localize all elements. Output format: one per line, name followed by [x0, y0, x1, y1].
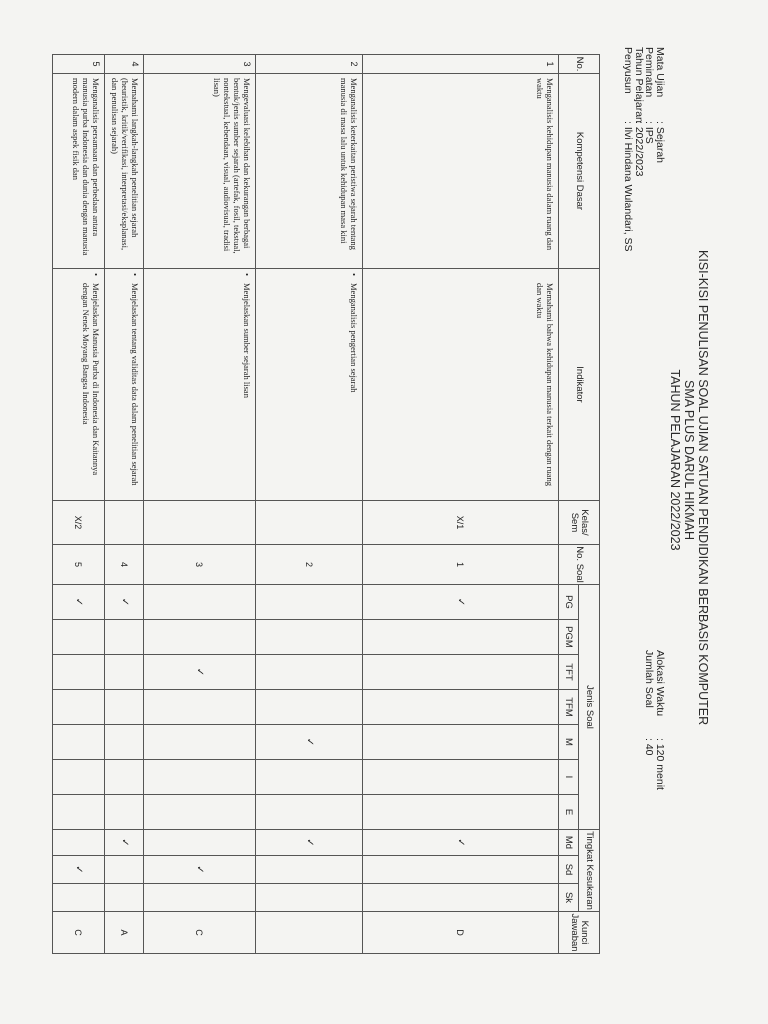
jenis-pgm-cell: [144, 620, 256, 655]
row-number: 2: [256, 55, 363, 74]
table-row: [53, 55, 105, 954]
jenis-i-cell: [256, 760, 363, 795]
row-number: 1: [363, 55, 559, 74]
header-type-pgm: PGM: [559, 620, 579, 655]
jenis-tft-cell: [53, 655, 105, 690]
jenis-e-cell: [105, 795, 144, 830]
document-header: [586, 0, 768, 1024]
jenis-i-cell: [144, 760, 256, 795]
meta-row: [644, 47, 655, 252]
title-line-2: SMA PLUS DARUL HIKMAH: [682, 380, 696, 540]
meta-value: : 2022/2023: [632, 121, 645, 177]
kunci-jawaban-cell: [256, 912, 363, 954]
jenis-m-cell: [53, 725, 105, 760]
meta-value: : 120 menit: [654, 738, 666, 790]
meta-value: : Ilvi Hindana Wulandari, SS: [622, 121, 635, 252]
jenis-m-cell: [144, 725, 256, 760]
indikator-text: Menganalisis pengertian sejarah: [349, 283, 359, 393]
row-number: 4: [105, 55, 144, 74]
tingkat-md-cell: ✓: [363, 830, 559, 856]
table-row: [105, 55, 144, 954]
kelas-sem-cell: X/2: [53, 501, 105, 545]
title-line-3: TAHUN PELAJARAN 2022/2023: [668, 369, 682, 551]
indikator-text: Memahami bahwa kehidupan manusia terkait dengan ruang dan waktu: [535, 283, 555, 486]
jenis-i-cell: [105, 760, 144, 795]
meta-value: : Sejarah: [654, 121, 666, 164]
tingkat-sk-cell: [363, 884, 559, 912]
table-row: [144, 55, 256, 954]
meta-label: Peminatan: [643, 47, 656, 98]
exam-info-right: [644, 650, 665, 790]
bullet-icon: •: [130, 273, 140, 276]
jenis-m-cell: ✓: [256, 725, 363, 760]
tingkat-sd-cell: [105, 856, 144, 884]
header-kompetensi-dasar: Kompetensi Dasar: [559, 74, 600, 269]
header-level-sd: Sd: [559, 856, 579, 884]
header-level-sk: Sk: [559, 884, 579, 912]
bullet-icon: •: [242, 273, 252, 276]
meta-value: : 40: [643, 738, 656, 756]
header-type-tft: TFT: [559, 655, 579, 690]
table-row: [363, 55, 559, 954]
jenis-pg-cell: [256, 585, 363, 620]
header-no-soal: No. Soal: [559, 545, 600, 585]
meta-row: [633, 47, 644, 252]
kompetensi-dasar-cell: Menganalisis kehidupan manusia dalam ruang dan waktu: [363, 74, 559, 269]
indikator-text: Menjelaskan Manusia Purba di Indonesia dan Kaitannya dengan Nenek Moyang Bangsa Indonesia: [81, 283, 101, 476]
header-type-m: M: [559, 725, 579, 760]
kompetensi-dasar-cell: Mengevaluasi kelebihan dan kekurangan berbagai bentuk/jenis sumber sejarah (artefak, fosil, tekstual, nontekstual, kebendaan, visual, audiovisual, tradisi lisan): [144, 74, 256, 269]
jenis-tft-cell: [256, 655, 363, 690]
header-no: No.: [559, 55, 600, 74]
jenis-tfm-cell: [53, 690, 105, 725]
jenis-pgm-cell: [53, 620, 105, 655]
kunci-jawaban-cell: C: [144, 912, 256, 954]
row-number: 5: [53, 55, 105, 74]
tingkat-sk-cell: [53, 884, 105, 912]
kunci-jawaban-cell: D: [363, 912, 559, 954]
indikator-text: Menjelaskan tentang validitas data dalam penelitian sejarah: [130, 283, 140, 486]
jenis-e-cell: [256, 795, 363, 830]
meta-row: [654, 650, 665, 790]
kunci-jawaban-cell: A: [105, 912, 144, 954]
jenis-pgm-cell: [363, 620, 559, 655]
meta-label: Jumlah Soal: [643, 650, 656, 708]
jenis-tft-cell: [363, 655, 559, 690]
jenis-m-cell: [105, 725, 144, 760]
indikator-text: Menjelaskan sumber sejarah lisan: [242, 283, 252, 398]
jenis-pg-cell: ✓: [105, 585, 144, 620]
document-title: [668, 250, 710, 726]
jenis-pgm-cell: [256, 620, 363, 655]
header-type-e: E: [559, 795, 579, 830]
no-soal-cell: 3: [144, 545, 256, 585]
jenis-i-cell: [363, 760, 559, 795]
header-kunci-jawaban: Kunci Jawaban: [559, 912, 600, 954]
tingkat-sk-cell: [105, 884, 144, 912]
table-row: [256, 55, 363, 954]
kompetensi-dasar-cell: Memahami langkah-langkah penelitian sejarah (heuristik, kritik/verifikasi, interpretasi/eksplanasi, dan penulisan sejarah): [105, 74, 144, 269]
meta-label: Alokasi Waktu: [654, 650, 666, 717]
jenis-m-cell: [363, 725, 559, 760]
meta-label: Penyusun: [622, 47, 635, 94]
jenis-e-cell: [363, 795, 559, 830]
tingkat-md-cell: [144, 830, 256, 856]
jenis-e-cell: [144, 795, 256, 830]
no-soal-cell: 4: [105, 545, 144, 585]
tingkat-sd-cell: ✓: [53, 856, 105, 884]
meta-row: [623, 47, 634, 252]
no-soal-cell: 5: [53, 545, 105, 585]
tingkat-sk-cell: [144, 884, 256, 912]
kelas-sem-cell: [105, 501, 144, 545]
kelas-sem-cell: X/1: [363, 501, 559, 545]
jenis-e-cell: [53, 795, 105, 830]
jenis-tfm-cell: [363, 690, 559, 725]
jenis-pg-cell: [144, 585, 256, 620]
row-number: 3: [144, 55, 256, 74]
indikator-cell: [363, 269, 559, 501]
jenis-pg-cell: ✓: [53, 585, 105, 620]
bullet-icon: [535, 273, 555, 283]
jenis-tft-cell: [105, 655, 144, 690]
jenis-pgm-cell: [105, 620, 144, 655]
bullet-icon: •: [349, 273, 359, 276]
tingkat-sd-cell: ✓: [144, 856, 256, 884]
jenis-pg-cell: ✓: [363, 585, 559, 620]
jenis-i-cell: [53, 760, 105, 795]
header-kelas-sem: Kelas/ Sem: [559, 501, 600, 545]
tingkat-sk-cell: [256, 884, 363, 912]
tingkat-md-cell: [53, 830, 105, 856]
kompetensi-dasar-cell: Menganalisis keterkaitan peristiwa sejarah tentang manusia di masa lalu untuk kehidupan masa kini: [256, 74, 363, 269]
kelas-sem-cell: [256, 501, 363, 545]
kisi-kisi-table: [52, 54, 600, 954]
header-level-md: Md: [559, 830, 579, 856]
jenis-tfm-cell: [105, 690, 144, 725]
header-type-i: I: [559, 760, 579, 795]
header-type-pg: PG: [559, 585, 579, 620]
indikator-cell: [144, 269, 256, 501]
table-body: [53, 55, 559, 954]
kelas-sem-cell: [144, 501, 256, 545]
bullet-icon: •: [91, 273, 101, 276]
jenis-tft-cell: ✓: [144, 655, 256, 690]
header-tingkat-kesukaran: Tingkat Kesukaran: [579, 830, 600, 912]
meta-row: [644, 650, 655, 790]
header-indikator: Indikator: [559, 269, 600, 501]
jenis-tfm-cell: [144, 690, 256, 725]
tingkat-md-cell: ✓: [105, 830, 144, 856]
title-line-1: KISI-KISI PENULISAN SOAL UJIAN SATUAN PENDIDIKAN BERBASIS KOMPUTER: [696, 250, 710, 726]
indikator-cell: [256, 269, 363, 501]
tingkat-sd-cell: [256, 856, 363, 884]
exam-info-left: [623, 47, 665, 252]
meta-value: : IPS: [643, 121, 656, 144]
jenis-tfm-cell: [256, 690, 363, 725]
meta-label: Mata Ujian: [654, 47, 666, 98]
indikator-cell: [105, 269, 144, 501]
tingkat-md-cell: ✓: [256, 830, 363, 856]
kunci-jawaban-cell: C: [53, 912, 105, 954]
header-jenis-soal: Jenis Soal: [579, 585, 600, 830]
indikator-cell: [53, 269, 105, 501]
meta-row: [654, 47, 665, 252]
header-type-tfm: TFM: [559, 690, 579, 725]
kompetensi-dasar-cell: Menganalisis persamaan dan perbedaan antara manusia purba Indonesia dan dunia dengan manusia modern dalam aspek fisik dan: [53, 74, 105, 269]
no-soal-cell: 2: [256, 545, 363, 585]
meta-label: Tahun Pelajaran: [632, 47, 645, 123]
no-soal-cell: 1: [363, 545, 559, 585]
tingkat-sd-cell: [363, 856, 559, 884]
